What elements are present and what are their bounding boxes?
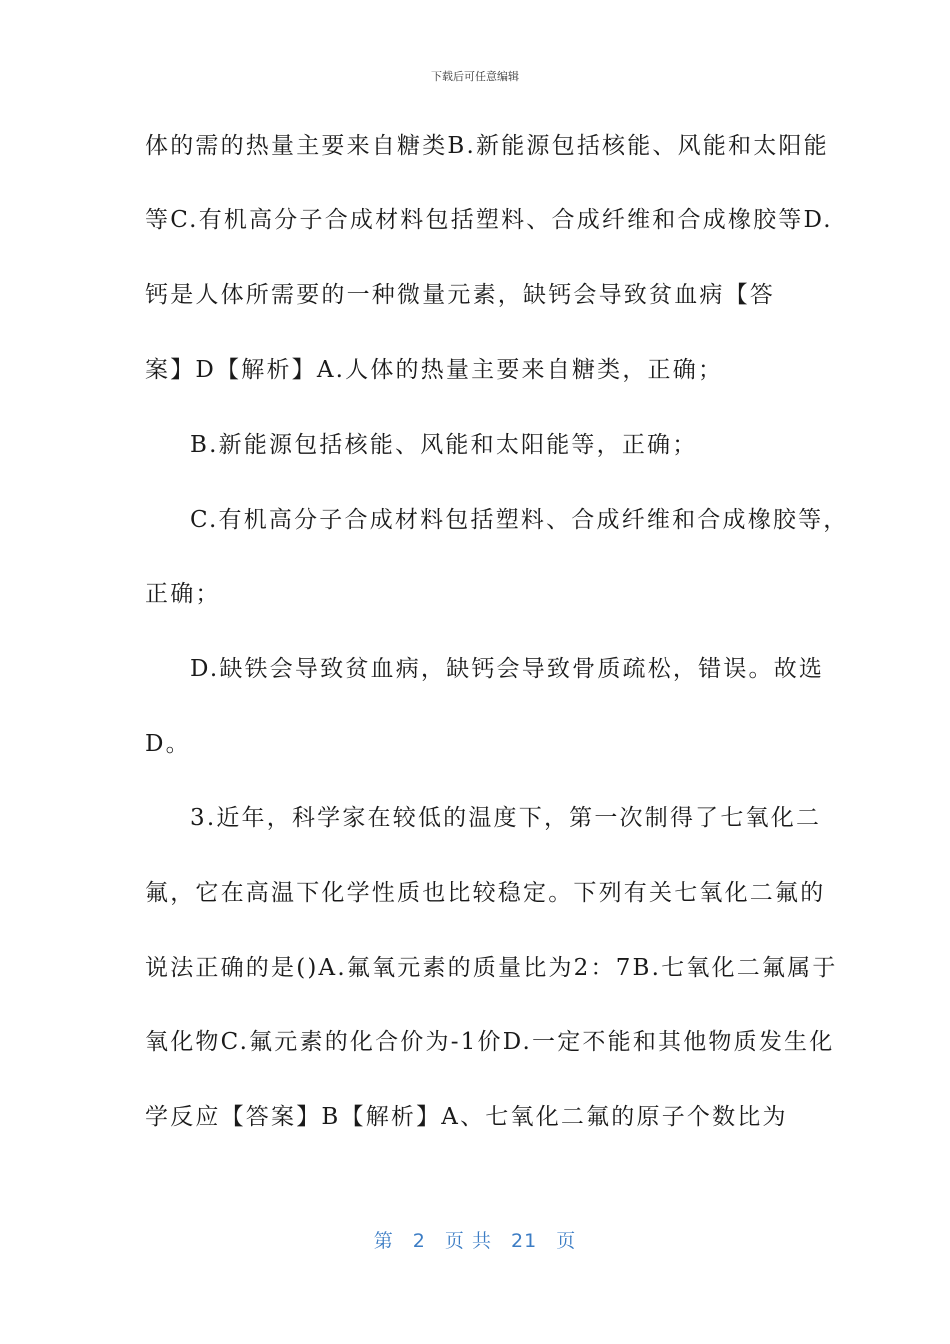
text-line: 案】D【解析】A.人体的热量主要来自糖类，正确； [145,357,724,383]
page-prefix: 第 [373,1230,394,1252]
text-line: 正确； [145,581,221,607]
text-line: 氧化物C.氟元素的化合价为-1价D.一定不能和其他物质发生化 [145,1029,835,1055]
text-line: 3.近年，科学家在较低的温度下，第一次制得了七氧化二 [190,805,822,831]
page-total: 21 [511,1230,538,1252]
text-line: 等C.有机高分子合成材料包括塑料、合成纤维和合成橡胶等D. [145,207,833,233]
text-line: C.有机高分子合成材料包括塑料、合成纤维和合成橡胶等， [190,507,849,533]
text-line: 氟，它在高温下化学性质也比较稳定。下列有关七氧化二氟的 [145,880,826,906]
page-mid: 页 共 [444,1230,492,1252]
header-note: 下载后可任意编辑 [431,70,519,83]
page-footer [0,1226,950,1253]
text-line: 体的需的热量主要来自糖类B.新能源包括核能、风能和太阳能 [145,133,829,159]
text-line: 钙是人体所需要的一种微量元素，缺钙会导致贫血病【答 [145,282,775,308]
text-line: B.新能源包括核能、风能和太阳能等，正确； [190,432,698,458]
text-line: D.缺铁会导致贫血病，缺钙会导致骨质疏松，错误。故选 [190,656,825,682]
page-suffix: 页 [556,1230,577,1252]
page-current: 2 [412,1230,426,1252]
text-line: 学反应【答案】B【解析】A、七氧化二氟的原子个数比为 [145,1104,788,1130]
text-line: 说法正确的是()A.氟氧元素的质量比为2：7B.七氧化二氟属于 [145,955,838,981]
text-line: D。 [145,731,191,757]
